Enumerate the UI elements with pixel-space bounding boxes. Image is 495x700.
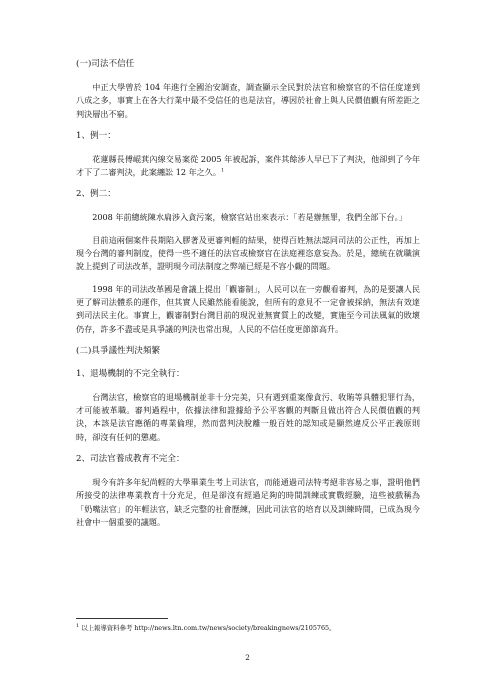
item-1-paragraph: 台灣法官，檢察官的退場機制並非十分完美，只有遇到重案像貪污、收賄等具體犯罪行為，才可能被革職。審判過程中，依據法律和證據給予公平客觀的判斷且做出符合人民價值觀的判決，本該是法官應循的專業倫理，然而當判決脫離一般百姓的認知或是顯然違反公平正義原則時，卻沒有任何的懲處。 [76, 391, 420, 442]
page-number: 2 [245, 653, 250, 662]
example-2-paragraph-2: 目前這兩個案件長期陷入膠著及更審判輕的結果，使得百姓無法認同司法的公正性，再加上現今台灣的審判制度，使得一些不適任的法官或檢察官在法庭裡恣意妄為。於是，總統在就職演說上提到了司法改革，證明現今司法制度之弊端已經是不容小覷的問題。 [76, 234, 420, 272]
footnote-marker: 1 [76, 622, 80, 629]
footnote-reference[interactable]: 1 [220, 167, 225, 174]
item-2-paragraph: 現今有許多年紀尚輕的大學畢業生考上司法官，而能通過司法特考絕非容易之事，證明他們所接受的法律專業教育十分充足，但是卻沒有經過足夠的時間訓練或實戰經驗，這些被戲稱為「奶嘴法官」的年輕法官，缺乏完整的社會歷練，因此司法官的培育以及訓練時間，已成為現今社會中一個重要的議題。 [76, 477, 420, 527]
footnote [76, 624, 420, 633]
section-heading-judicial-distrust: (一)司法不信任 [76, 59, 135, 69]
example-1-text: 花蓮縣長傅崐萁內線交易案從 2005 年被起訴，案件其餘涉人早已下了判決，他卻到了今年才下了二審判決，此案纏訟 12 年之久。 [76, 153, 420, 178]
item-2-label: 2、司法官養成教育不完全： [76, 454, 185, 465]
example-1-paragraph [76, 153, 420, 180]
example-1-label: 1、例一： [76, 130, 116, 141]
footnote-divider [76, 618, 168, 619]
item-1-label: 1、退場機制的不完全執行： [76, 368, 185, 379]
survey-paragraph: 中正大學曾於 104 年進行全國治安調查，調查顯示全民對於法官和檢察官的不信任度達到八成之多，事實上在各大行業中最不受信任的也是法官，導因於社會上與人民價值觀有所差距之判決層出不窮。 [76, 82, 420, 119]
document-body [76, 58, 420, 538]
footnote-text: 以上報導資料參考 http://news.ltn.com.tw/news/society/breakingnews/2105765。 [81, 624, 336, 632]
section-heading-controversial-rulings: (二)具爭議性判決頻繁 [76, 345, 161, 356]
example-2-label: 2、例二： [76, 189, 116, 200]
example-2-paragraph-1: 2008 年前總統陳水扁涉入貪污案，檢察官站出來表示：「若是辦無罪，我們全部下台。」 [92, 212, 407, 223]
example-2-paragraph-3: 1998 年的司法改革國是會議上提出「觀審制」，人民可以在一旁觀看審判，為的是要讓人民更了解司法體系的運作，但其實人民雖然能看能說，但所有的意見不一定會被採納，無法有效達到司法民主化。事實上，觀審制對台灣目前的現況並無實質上的改變，實施至今司法風氣的敗壞仍存，許多不盡或是具爭議的判決也常出現，人民的不信任度更節節高升。 [76, 283, 420, 334]
